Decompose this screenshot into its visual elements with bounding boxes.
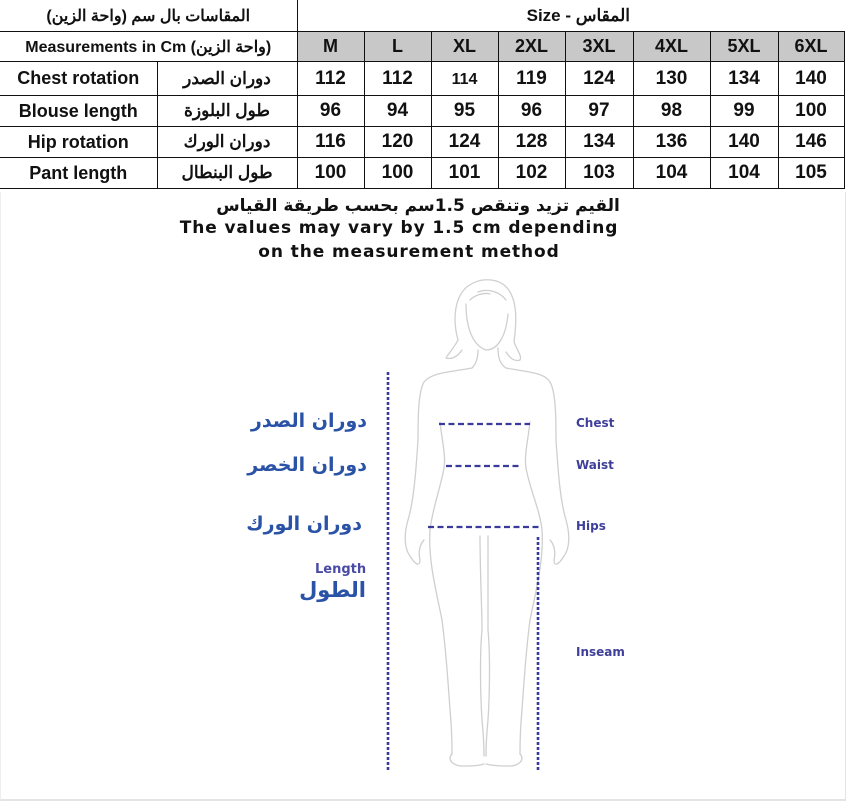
- row-label-ar: طول البنطال: [157, 158, 297, 189]
- label-inseam-english: Inseam: [576, 645, 625, 659]
- table-cell: 103: [565, 158, 633, 189]
- note-arabic: القيم تزيد وتنقص 1.5سم بحسب طريقة القياس: [216, 196, 620, 216]
- table-cell: 130: [633, 62, 710, 96]
- label-chest-arabic: دوران الصدر: [250, 410, 367, 432]
- table-cell: 101: [431, 158, 498, 189]
- table-cell: 96: [498, 96, 565, 127]
- size-header-4xl: 4XL: [633, 32, 710, 62]
- table-cell: 104: [710, 158, 778, 189]
- table-cell: 100: [364, 158, 431, 189]
- size-header-2xl: 2XL: [498, 32, 565, 62]
- table-cell: 95: [431, 96, 498, 127]
- size-header-5xl: 5XL: [710, 32, 778, 62]
- table-cell: 96: [297, 96, 364, 127]
- table-cell: 120: [364, 127, 431, 158]
- label-length-arabic: الطول: [299, 578, 366, 602]
- table-cell: 140: [710, 127, 778, 158]
- table-cell: 97: [565, 96, 633, 127]
- table-cell: 116: [297, 127, 364, 158]
- table-cell: 128: [498, 127, 565, 158]
- size-heading: Size - المقاس: [297, 0, 844, 32]
- table-cell: 98: [633, 96, 710, 127]
- table-cell: 134: [565, 127, 633, 158]
- table-cell: 99: [710, 96, 778, 127]
- row-label-ar: طول البلوزة: [157, 96, 297, 127]
- measurement-lines: [388, 372, 540, 772]
- table-cell: 102: [498, 158, 565, 189]
- table-cell: 140: [778, 62, 844, 96]
- table-cell: 114: [431, 62, 498, 96]
- row-label-en: Blouse length: [0, 96, 157, 127]
- table-cell: 112: [364, 62, 431, 96]
- note-english-line1: The values may vary by 1.5 cm depending: [179, 218, 619, 238]
- label-waist-english: Waist: [576, 458, 614, 472]
- label-length-english: Length: [315, 562, 367, 577]
- row-label-ar: دوران الصدر: [157, 62, 297, 96]
- table-cell: 119: [498, 62, 565, 96]
- row-label-en: Chest rotation: [0, 62, 157, 96]
- table-cell: 94: [364, 96, 431, 127]
- row-label-ar: دوران الورك: [157, 127, 297, 158]
- table-cell: 124: [431, 127, 498, 158]
- row-label-en: Pant length: [0, 158, 157, 189]
- measurements-unit-heading: Measurements in Cm (واحة الزين): [0, 32, 297, 62]
- size-header-6xl: 6XL: [778, 32, 844, 62]
- table-title-arabic: المقاسات بال سم (واحة الزين): [0, 0, 297, 32]
- size-header-3xl: 3XL: [565, 32, 633, 62]
- table-cell: 136: [633, 127, 710, 158]
- size-header-l: L: [364, 32, 431, 62]
- table-cell: 104: [633, 158, 710, 189]
- table-cell: 100: [778, 96, 844, 127]
- note-english-line2: on the measurement method: [258, 242, 560, 262]
- label-chest-english: Chest: [576, 416, 615, 430]
- label-waist-arabic: دوران الخصر: [247, 454, 367, 476]
- table-cell: 105: [778, 158, 844, 189]
- table-cell: 112: [297, 62, 364, 96]
- table-cell: 100: [297, 158, 364, 189]
- size-header-m: M: [297, 32, 364, 62]
- table-cell: 146: [778, 127, 844, 158]
- body-outline: [405, 280, 569, 766]
- table-cell: 124: [565, 62, 633, 96]
- table-cell: 134: [710, 62, 778, 96]
- label-hips-arabic: دوران الورك: [246, 513, 362, 535]
- label-hips-english: Hips: [576, 519, 606, 533]
- row-label-en: Hip rotation: [0, 127, 157, 158]
- size-header-xl: XL: [431, 32, 498, 62]
